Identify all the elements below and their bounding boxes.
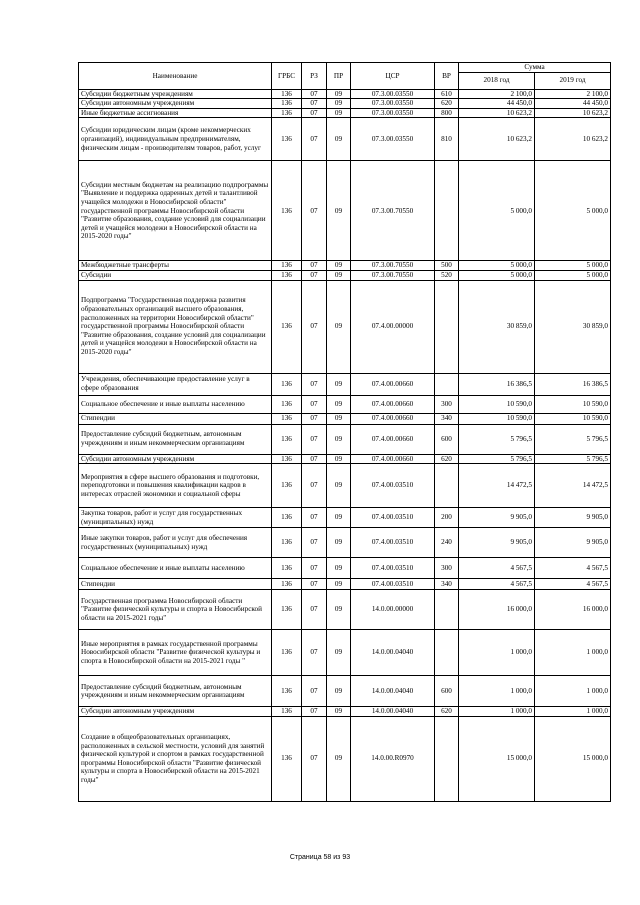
cell-rz: 07 [302,424,327,454]
table-row [79,395,611,413]
cell-grbs: 136 [272,99,302,109]
table-row [79,118,611,161]
cell-csr: 07.4.00.00660 [351,373,435,395]
cell-vr: 340 [435,413,459,424]
cell-csr: 07.3.00.70550 [351,261,435,271]
cell-pr: 09 [327,454,351,464]
cell-sum-2019: 5 796,5 [535,454,611,464]
cell-grbs: 136 [272,508,302,528]
table-row [79,99,611,109]
cell-csr: 07.4.00.00660 [351,413,435,424]
cell-sum-2019: 10 623,2 [535,118,611,161]
cell-name: Иные мероприятия в рамках государственной программы Новосибирской области "Развитие физической культуры и спорта в Новосибирской области на 2015-2021 годы " [79,630,272,676]
table-row [79,261,611,271]
table-row [79,161,611,261]
cell-vr [435,373,459,395]
table-row [79,373,611,395]
cell-pr: 09 [327,413,351,424]
cell-name: Социальное обеспечение и иные выплаты населению [79,395,272,413]
table-body [79,89,611,801]
cell-vr: 300 [435,558,459,579]
cell-csr: 07.3.00.03550 [351,108,435,118]
cell-rz: 07 [302,508,327,528]
cell-pr: 09 [327,161,351,261]
cell-rz: 07 [302,280,327,373]
header-sum: Сумма [459,63,611,73]
cell-name: Подпрограмма "Государственная поддержка развития образовательных организаций высшего образования, расположенных на территории Новосибирской области" государственной программы Новосибирской области "Развитие образования, создание условий для социализации детей и учащейся молодежи в Новосибирской области на 2015-2020 годы" [79,280,272,373]
cell-csr: 14.0.00.00000 [351,590,435,630]
cell-grbs: 136 [272,373,302,395]
cell-rz: 07 [302,161,327,261]
header-year-2019: 2019 год [535,72,611,89]
cell-vr [435,464,459,508]
cell-sum-2019: 5 000,0 [535,261,611,271]
cell-rz: 07 [302,464,327,508]
cell-pr: 09 [327,99,351,109]
cell-sum-2019: 30 859,0 [535,280,611,373]
cell-csr: 07.4.00.03510 [351,558,435,579]
cell-rz: 07 [302,108,327,118]
cell-grbs: 136 [272,707,302,717]
cell-sum-2019: 5 796,5 [535,424,611,454]
cell-pr: 09 [327,528,351,558]
cell-csr: 07.4.00.00660 [351,454,435,464]
cell-vr: 300 [435,395,459,413]
cell-rz: 07 [302,558,327,579]
cell-name: Иные закупки товаров, работ и услуг для обеспечения государственных (муниципальных) нужд [79,528,272,558]
cell-grbs: 136 [272,464,302,508]
table-row [79,508,611,528]
cell-pr: 09 [327,108,351,118]
cell-rz: 07 [302,99,327,109]
cell-pr: 09 [327,707,351,717]
cell-name: Учреждения, обеспечивающие предоставление услуг в сфере образования [79,373,272,395]
table-row [79,424,611,454]
cell-name: Мероприятия в сфере высшего образования и подготовки, переподготовки и повышения квалификации кадров в интересах отраслей экономики и социальной сферы [79,464,272,508]
cell-grbs: 136 [272,454,302,464]
cell-sum-2018: 44 450,0 [459,99,535,109]
cell-vr: 620 [435,707,459,717]
cell-grbs: 136 [272,590,302,630]
cell-name: Государственная программа Новосибирской области "Развитие физической культуры и спорта в Новосибирской области на 2015-2021 годы" [79,590,272,630]
cell-rz: 07 [302,118,327,161]
cell-vr [435,161,459,261]
cell-sum-2019: 16 000,0 [535,590,611,630]
cell-name: Субсидии автономным учреждениям [79,454,272,464]
cell-csr: 07.3.00.70550 [351,270,435,280]
cell-csr: 07.4.00.03510 [351,528,435,558]
cell-sum-2018: 30 859,0 [459,280,535,373]
cell-sum-2019: 44 450,0 [535,99,611,109]
cell-csr: 07.4.00.03510 [351,579,435,590]
cell-rz: 07 [302,528,327,558]
table-row [79,716,611,801]
cell-pr: 09 [327,373,351,395]
cell-sum-2018: 4 567,5 [459,558,535,579]
cell-sum-2018: 4 567,5 [459,579,535,590]
cell-sum-2019: 5 000,0 [535,270,611,280]
cell-sum-2018: 5 000,0 [459,261,535,271]
cell-sum-2019: 2 100,0 [535,89,611,99]
cell-csr: 07.4.00.03510 [351,464,435,508]
header-grbs: ГРБС [272,63,302,90]
table-row [79,270,611,280]
cell-sum-2018: 14 472,5 [459,464,535,508]
cell-pr: 09 [327,676,351,707]
cell-grbs: 136 [272,261,302,271]
cell-sum-2018: 1 000,0 [459,707,535,717]
cell-sum-2018: 10 590,0 [459,413,535,424]
table-row [79,108,611,118]
cell-sum-2018: 10 623,2 [459,118,535,161]
cell-rz: 07 [302,89,327,99]
cell-vr [435,630,459,676]
cell-name: Субсидии бюджетным учреждениям [79,89,272,99]
cell-sum-2018: 15 000,0 [459,716,535,801]
cell-pr: 09 [327,424,351,454]
cell-vr [435,590,459,630]
cell-pr: 09 [327,89,351,99]
cell-grbs: 136 [272,161,302,261]
cell-rz: 07 [302,716,327,801]
cell-name: Предоставление субсидий бюджетным, автономным учреждениям и иным некоммерческим организациям [79,676,272,707]
cell-grbs: 136 [272,280,302,373]
table-row [79,280,611,373]
cell-sum-2018: 5 000,0 [459,161,535,261]
budget-table [78,62,611,802]
cell-csr: 07.4.00.03510 [351,508,435,528]
cell-sum-2018: 9 905,0 [459,528,535,558]
cell-name: Закупка товаров, работ и услуг для государственных (муниципальных) нужд [79,508,272,528]
cell-vr: 610 [435,89,459,99]
cell-sum-2019: 10 590,0 [535,395,611,413]
cell-csr: 07.4.00.00660 [351,395,435,413]
cell-rz: 07 [302,454,327,464]
cell-name: Субсидии местным бюджетам на реализацию подпрограммы "Выявление и поддержка одаренных детей и талантливой учащейся молодежи в Новосибирской области" государственной программы Новосибирской области "Развитие образования, создание условий для социализации детей и учащейся молодежи в Новосибирской области на 2015-2020 годы" [79,161,272,261]
cell-sum-2019: 4 567,5 [535,558,611,579]
cell-name: Субсидии [79,270,272,280]
cell-vr: 620 [435,454,459,464]
cell-sum-2018: 5 796,5 [459,454,535,464]
cell-pr: 09 [327,280,351,373]
table-row [79,707,611,717]
header-pr: ПР [327,63,351,90]
cell-grbs: 136 [272,108,302,118]
cell-sum-2019: 1 000,0 [535,630,611,676]
cell-sum-2019: 10 623,2 [535,108,611,118]
cell-vr: 600 [435,676,459,707]
cell-sum-2018: 5 000,0 [459,270,535,280]
cell-sum-2018: 10 623,2 [459,108,535,118]
table-row [79,630,611,676]
cell-grbs: 136 [272,118,302,161]
cell-sum-2019: 5 000,0 [535,161,611,261]
cell-rz: 07 [302,261,327,271]
cell-vr: 810 [435,118,459,161]
cell-csr: 07.3.00.03550 [351,118,435,161]
table-row [79,558,611,579]
cell-csr: 07.4.00.00660 [351,424,435,454]
cell-pr: 09 [327,270,351,280]
cell-csr: 07.4.00.00000 [351,280,435,373]
cell-name: Субсидии юридическим лицам (кроме некоммерческих организаций), индивидуальным предпринимателям, физическим лицам - производителям товаров, работ, услуг [79,118,272,161]
cell-sum-2019: 10 590,0 [535,413,611,424]
cell-sum-2019: 1 000,0 [535,707,611,717]
cell-rz: 07 [302,373,327,395]
cell-sum-2019: 14 472,5 [535,464,611,508]
cell-pr: 09 [327,716,351,801]
cell-grbs: 136 [272,528,302,558]
cell-grbs: 136 [272,630,302,676]
cell-sum-2019: 9 905,0 [535,528,611,558]
cell-csr: 07.3.00.70550 [351,161,435,261]
cell-pr: 09 [327,508,351,528]
cell-name: Субсидии автономным учреждениям [79,707,272,717]
cell-pr: 09 [327,395,351,413]
cell-name: Иные бюджетные ассигнования [79,108,272,118]
cell-rz: 07 [302,395,327,413]
cell-rz: 07 [302,630,327,676]
cell-rz: 07 [302,707,327,717]
cell-sum-2018: 10 590,0 [459,395,535,413]
cell-name: Стипендии [79,413,272,424]
cell-grbs: 136 [272,558,302,579]
cell-vr: 600 [435,424,459,454]
cell-vr: 200 [435,508,459,528]
cell-sum-2018: 5 796,5 [459,424,535,454]
cell-pr: 09 [327,590,351,630]
cell-grbs: 136 [272,676,302,707]
cell-pr: 09 [327,579,351,590]
header-rz: РЗ [302,63,327,90]
cell-pr: 09 [327,630,351,676]
table-row [79,464,611,508]
header-vr: ВР [435,63,459,90]
cell-sum-2018: 16 386,5 [459,373,535,395]
cell-grbs: 136 [272,579,302,590]
cell-pr: 09 [327,118,351,161]
cell-name: Предоставление субсидий бюджетным, автономным учреждениям и иным некоммерческим организациям [79,424,272,454]
cell-name: Межбюджетные трансферты [79,261,272,271]
header-year-2018: 2018 год [459,72,535,89]
cell-vr: 620 [435,99,459,109]
table-row [79,413,611,424]
cell-grbs: 136 [272,89,302,99]
cell-vr: 340 [435,579,459,590]
cell-csr: 14.0.00.R0970 [351,716,435,801]
cell-sum-2019: 1 000,0 [535,676,611,707]
cell-vr: 500 [435,261,459,271]
cell-vr [435,280,459,373]
table-row [79,579,611,590]
cell-sum-2018: 16 000,0 [459,590,535,630]
cell-vr: 800 [435,108,459,118]
cell-csr: 07.3.00.03550 [351,99,435,109]
table-row [79,676,611,707]
cell-vr: 520 [435,270,459,280]
cell-sum-2018: 2 100,0 [459,89,535,99]
header-name: Наименование [79,63,272,90]
cell-pr: 09 [327,558,351,579]
cell-rz: 07 [302,579,327,590]
cell-name: Создание в общеобразовательных организациях, расположенных в сельской местности, условий для занятий физической культурой и спортом в рамках государственной программы Новосибирской области "Развитие физической культуры и спорта в Новосибирской области на 2015-2021 годы" [79,716,272,801]
table-row [79,89,611,99]
cell-sum-2018: 1 000,0 [459,630,535,676]
cell-sum-2019: 16 386,5 [535,373,611,395]
cell-name: Социальное обеспечение и иные выплаты населению [79,558,272,579]
cell-grbs: 136 [272,270,302,280]
cell-pr: 09 [327,464,351,508]
cell-rz: 07 [302,413,327,424]
table-row [79,528,611,558]
cell-sum-2019: 9 905,0 [535,508,611,528]
cell-sum-2018: 9 905,0 [459,508,535,528]
cell-vr [435,716,459,801]
cell-rz: 07 [302,676,327,707]
cell-name: Субсидии автономным учреждениям [79,99,272,109]
header-csr: ЦСР [351,63,435,90]
cell-grbs: 136 [272,424,302,454]
cell-csr: 14.0.00.04040 [351,630,435,676]
cell-sum-2019: 15 000,0 [535,716,611,801]
cell-grbs: 136 [272,413,302,424]
cell-csr: 07.3.00.03550 [351,89,435,99]
cell-rz: 07 [302,270,327,280]
page-footer: Страница 58 из 93 [289,854,351,861]
cell-csr: 14.0.00.04040 [351,707,435,717]
cell-vr: 240 [435,528,459,558]
table-row [79,590,611,630]
cell-grbs: 136 [272,395,302,413]
cell-grbs: 136 [272,716,302,801]
cell-sum-2019: 4 567,5 [535,579,611,590]
table-row [79,454,611,464]
cell-name: Стипендии [79,579,272,590]
cell-sum-2018: 1 000,0 [459,676,535,707]
cell-pr: 09 [327,261,351,271]
cell-rz: 07 [302,590,327,630]
cell-csr: 14.0.00.04040 [351,676,435,707]
